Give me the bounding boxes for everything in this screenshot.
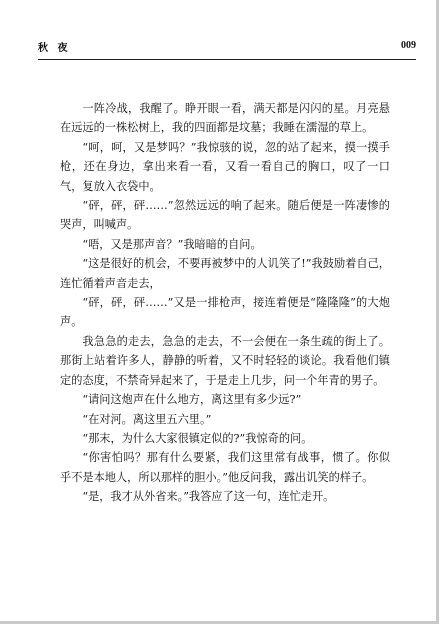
paragraph: “这是很好的机会，不要再被梦中的人讥笑了!”我鼓励着自己，连忙循着声音走去， — [60, 257, 390, 290]
paragraph: “在对河。离这里五六里。” — [82, 412, 212, 426]
paragraph: “砰，砰，砰……”忽然远远的响了起来。随后便是一阵凄惨的哭声，叫喊声。 — [60, 199, 390, 232]
paragraph: “那末，为什么大家很镇定似的?”我惊奇的问。 — [82, 431, 313, 445]
paragraph: “你害怕吗？那有什么要紧，我们这里常有战事，惯了。你似乎不是本地人，所以那样的胆小。”他反问我，露出讥笑的样子。 — [60, 451, 390, 484]
chapter-title: 秋 夜 — [38, 43, 71, 54]
paragraph: 我急急的走去，急急的走去，不一会便在一条生疏的街上了。那街上站着许多人，静静的听着，又不时轻轻的谈论。我看他们镇定的态度，不禁奇异起来了，于是走上几步，问一个年青的男子。 — [60, 334, 390, 387]
paragraph: “唔，又是那声音？”我暗暗的自问。 — [82, 237, 262, 251]
paragraph: “呵，呵，又是梦吗？”我惊骇的说，忽的站了起来，摸一摸手枪，还在身边，拿出来看一看，又看一看自己的胸口，叹了一口气，复放入衣袋中。 — [60, 140, 390, 193]
paragraph: 一阵冷战，我醒了。睁开眼一看，满天都是闪闪的星。月亮悬在远远的一株松树上，我的四面都是坟墓；我睡在濡湿的草上。 — [60, 102, 390, 135]
paragraph: “请问这炮声在什么地方，离这里有多少远?” — [82, 393, 302, 407]
paragraph: “是，我才从外省来。”我答应了这一句，连忙走开。 — [82, 490, 335, 504]
body-text — [60, 99, 390, 507]
running-header — [38, 37, 416, 60]
page-number: 009 — [401, 40, 416, 51]
paragraph: “砰，砰，砰……”又是一排枪声，接连着便是“隆隆隆”的大炮声。 — [60, 296, 390, 329]
